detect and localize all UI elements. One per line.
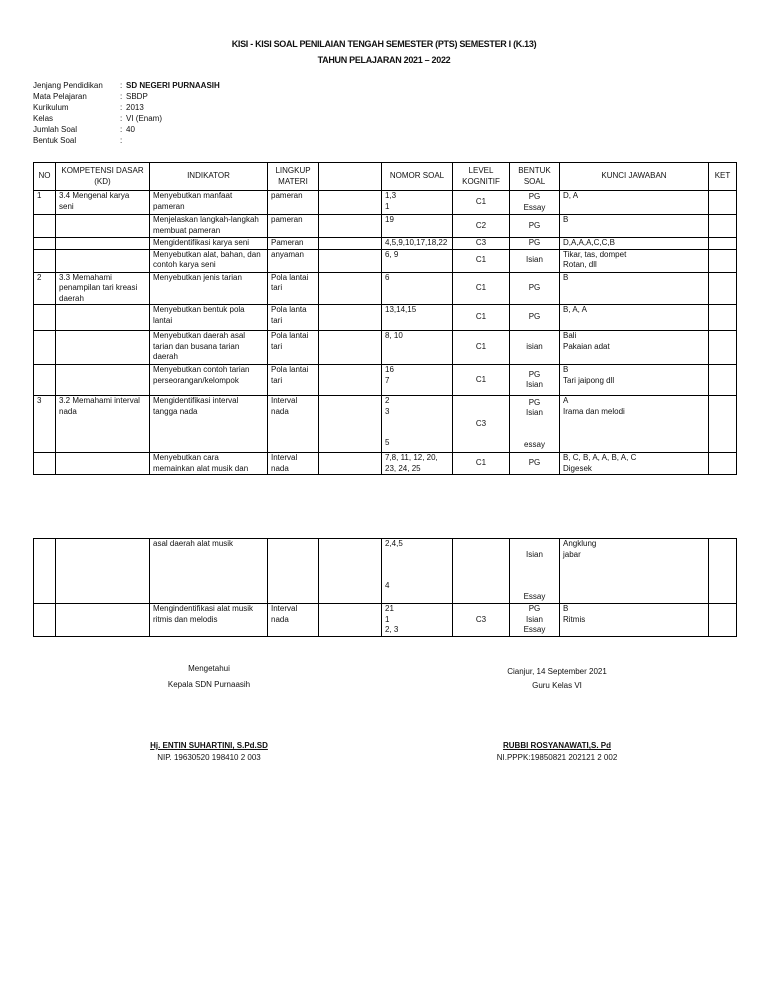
table-row bbox=[34, 249, 737, 272]
cell-bentuk-soal: isian bbox=[510, 331, 560, 365]
cell-kd bbox=[56, 539, 150, 604]
cell-bentuk-soal: PG Isian Essay bbox=[510, 604, 560, 637]
cell-indikator: Menyebutkan daerah asal tarian dan busana tarian daerah bbox=[150, 331, 268, 365]
cell-nomor-soal: 16 7 bbox=[382, 365, 453, 396]
cell-bentuk-soal: PG bbox=[510, 238, 560, 250]
table-row bbox=[34, 365, 737, 396]
info-row-jenjang bbox=[33, 80, 353, 91]
table-row bbox=[34, 305, 737, 331]
cell-kd bbox=[56, 215, 150, 238]
principal-title: Kepala SDN Purnaasih bbox=[167, 680, 251, 689]
cell-ket bbox=[709, 249, 737, 272]
cell-no bbox=[34, 604, 56, 637]
header-cell-kd: KOMPETENSI DASAR (KD) bbox=[56, 163, 150, 191]
cell-lingkup-materi: Pameran bbox=[268, 238, 319, 250]
info-row-kurikulum bbox=[33, 102, 353, 113]
cell-lingkup-materi: Pola lantai tari bbox=[268, 365, 319, 396]
cell-ket bbox=[709, 191, 737, 215]
cell-ket bbox=[709, 238, 737, 250]
cell-indikator: Menyebutkan jenis tarian bbox=[150, 272, 268, 305]
cell-lingkup-materi: pameran bbox=[268, 191, 319, 215]
header-cell-ket: KET bbox=[709, 163, 737, 191]
table-row bbox=[34, 215, 737, 238]
cell-blank bbox=[319, 215, 382, 238]
cell-indikator: Mengindentifikasi alat musik ritmis dan melodis bbox=[150, 604, 268, 637]
cell-nomor-soal: 19 bbox=[382, 215, 453, 238]
cell-blank bbox=[319, 331, 382, 365]
cell-kd bbox=[56, 453, 150, 475]
cell-kunci-jawaban: B Tari jaipong dll bbox=[560, 365, 709, 396]
cell-nomor-soal: 2,4,5 4 bbox=[382, 539, 453, 604]
cell-lingkup-materi: Pola lantai tari bbox=[268, 331, 319, 365]
info-separator: : bbox=[120, 114, 123, 123]
cell-bentuk-soal: PG Isian essay bbox=[510, 396, 560, 453]
cell-bentuk-soal: PG bbox=[510, 453, 560, 475]
header-cell-blank bbox=[319, 163, 382, 191]
cell-kd bbox=[56, 238, 150, 250]
cell-blank bbox=[319, 539, 382, 604]
cell-ket bbox=[709, 305, 737, 331]
info-label: Kelas bbox=[33, 114, 54, 123]
cell-lingkup-materi: Interval nada bbox=[268, 453, 319, 475]
cell-nomor-soal: 8, 10 bbox=[382, 331, 453, 365]
cell-no: 1 bbox=[34, 191, 56, 215]
teacher-title: Guru Kelas VI bbox=[532, 681, 582, 690]
header-cell-lingkup-materi: LINGKUP MATERI bbox=[268, 163, 319, 191]
grid-table bbox=[33, 162, 737, 475]
cell-bentuk-soal: PG bbox=[510, 305, 560, 331]
cell-kd bbox=[56, 365, 150, 396]
cell-ket bbox=[709, 215, 737, 238]
cell-kunci-jawaban: B Ritmis bbox=[560, 604, 709, 637]
table-row bbox=[34, 272, 737, 305]
info-value: 2013 bbox=[126, 103, 144, 112]
cell-kd: 3.3 Memahami penampilan tari kreasi daerah bbox=[56, 272, 150, 305]
table-row bbox=[34, 238, 737, 250]
info-separator: : bbox=[120, 81, 123, 90]
cell-no bbox=[34, 453, 56, 475]
cell-level-kognitif: C1 bbox=[453, 305, 510, 331]
cell-no bbox=[34, 215, 56, 238]
cell-lingkup-materi: Pola lanta tari bbox=[268, 305, 319, 331]
page-title: KISI - KISI SOAL PENILAIAN TENGAH SEMESTER (PTS) SEMESTER I (K.13) bbox=[231, 39, 537, 49]
cell-kunci-jawaban: A Irama dan melodi bbox=[560, 396, 709, 453]
info-value: 40 bbox=[126, 125, 135, 134]
cell-nomor-soal: 6, 9 bbox=[382, 249, 453, 272]
header-cell-kunci-jawaban: KUNCI JAWABAN bbox=[560, 163, 709, 191]
info-block bbox=[33, 80, 353, 146]
cell-indikator: Menyebutkan manfaat pameran bbox=[150, 191, 268, 215]
cell-no: 3 bbox=[34, 396, 56, 453]
info-label: Jenjang Pendidikan bbox=[33, 81, 103, 90]
cell-blank bbox=[319, 365, 382, 396]
cell-kd bbox=[56, 305, 150, 331]
cell-ket bbox=[709, 453, 737, 475]
cell-ket bbox=[709, 331, 737, 365]
cell-kd: 3.2 Memahami interval nada bbox=[56, 396, 150, 453]
info-row-mapel bbox=[33, 91, 353, 102]
header-cell-bentuk-soal: BENTUK SOAL bbox=[510, 163, 560, 191]
cell-blank bbox=[319, 191, 382, 215]
cell-kunci-jawaban: D, A bbox=[560, 191, 709, 215]
cell-indikator: Menyebutkan cara memainkan alat musik dan bbox=[150, 453, 268, 475]
cell-level-kognitif: C1 bbox=[453, 331, 510, 365]
principal-nip: NIP. 19630520 198410 2 003 bbox=[157, 753, 261, 762]
grid-table-continued bbox=[33, 538, 737, 637]
info-value: VI (Enam) bbox=[126, 114, 163, 123]
cell-blank bbox=[319, 396, 382, 453]
cell-lingkup-materi: Interval nada bbox=[268, 396, 319, 453]
cell-no bbox=[34, 249, 56, 272]
cell-level-kognitif: C1 bbox=[453, 453, 510, 475]
info-row-jumlah-soal bbox=[33, 124, 353, 135]
cell-indikator: Menjelaskan langkah-langkah membuat pameran bbox=[150, 215, 268, 238]
info-value: SD NEGERI PURNAASIH bbox=[126, 81, 220, 90]
table-row bbox=[34, 331, 737, 365]
cell-nomor-soal: 7,8, 11, 12, 20, 23, 24, 25 bbox=[382, 453, 453, 475]
cell-level-kognitif bbox=[453, 539, 510, 604]
cell-level-kognitif: C1 bbox=[453, 272, 510, 305]
cell-ket bbox=[709, 539, 737, 604]
cell-indikator: Menyebutkan bentuk pola lantai bbox=[150, 305, 268, 331]
info-row-kelas bbox=[33, 113, 353, 124]
cell-kd bbox=[56, 604, 150, 637]
cell-lingkup-materi: anyaman bbox=[268, 249, 319, 272]
cell-kd bbox=[56, 331, 150, 365]
teacher-name: RUBBI ROSYANAWATI,S. Pd bbox=[502, 741, 611, 750]
header-cell-nomor-soal: NOMOR SOAL bbox=[382, 163, 453, 191]
cell-lingkup-materi bbox=[268, 539, 319, 604]
table-row bbox=[34, 539, 737, 604]
info-separator: : bbox=[120, 136, 123, 145]
info-row-bentuk-soal bbox=[33, 135, 353, 146]
cell-kd bbox=[56, 249, 150, 272]
cell-level-kognitif: C1 bbox=[453, 249, 510, 272]
header-cell-indikator: INDIKATOR bbox=[150, 163, 268, 191]
cell-bentuk-soal: Isian bbox=[510, 249, 560, 272]
cell-no bbox=[34, 238, 56, 250]
cell-indikator: Mengidentifikasi karya seni bbox=[150, 238, 268, 250]
cell-blank bbox=[319, 305, 382, 331]
cell-ket bbox=[709, 272, 737, 305]
info-label: Jumlah Soal bbox=[33, 125, 78, 134]
cell-level-kognitif: C2 bbox=[453, 215, 510, 238]
cell-bentuk-soal: PG bbox=[510, 272, 560, 305]
info-label: Mata Pelajaran bbox=[33, 92, 87, 101]
cell-bentuk-soal: PG bbox=[510, 215, 560, 238]
info-label: Bentuk Soal bbox=[33, 136, 77, 145]
cell-nomor-soal: 13,14,15 bbox=[382, 305, 453, 331]
cell-level-kognitif: C1 bbox=[453, 191, 510, 215]
cell-kunci-jawaban: Angklung jabar bbox=[560, 539, 709, 604]
cell-indikator: Menyebutkan alat, bahan, dan contoh karya seni bbox=[150, 249, 268, 272]
cell-nomor-soal: 4,5,9,10,17,18,22 bbox=[382, 238, 453, 250]
cell-level-kognitif: C3 bbox=[453, 604, 510, 637]
cell-nomor-soal: 6 bbox=[382, 272, 453, 305]
cell-no bbox=[34, 365, 56, 396]
table-row bbox=[34, 604, 737, 637]
cell-no bbox=[34, 331, 56, 365]
cell-no bbox=[34, 539, 56, 604]
cell-kunci-jawaban: B bbox=[560, 272, 709, 305]
cell-bentuk-soal: Isian Essay bbox=[510, 539, 560, 604]
header-cell-level-kognitif: LEVEL KOGNITIF bbox=[453, 163, 510, 191]
cell-ket bbox=[709, 604, 737, 637]
cell-ket bbox=[709, 365, 737, 396]
cell-kd: 3.4 Mengenal karya seni bbox=[56, 191, 150, 215]
teacher-nip: NI.PPPK:19850821 202121 2 002 bbox=[496, 753, 618, 762]
cell-nomor-soal: 1,3 1 bbox=[382, 191, 453, 215]
table-row bbox=[34, 191, 737, 215]
cell-nomor-soal: 21 1 2, 3 bbox=[382, 604, 453, 637]
cell-blank bbox=[319, 238, 382, 250]
cell-kunci-jawaban: B bbox=[560, 215, 709, 238]
cell-blank bbox=[319, 604, 382, 637]
cell-indikator: Mengidentifikasi interval tangga nada bbox=[150, 396, 268, 453]
cell-level-kognitif: C3 bbox=[453, 238, 510, 250]
cell-kunci-jawaban: D,A,A,A,C,C,B bbox=[560, 238, 709, 250]
cell-blank bbox=[319, 453, 382, 475]
table-header-row bbox=[34, 163, 737, 191]
cell-blank bbox=[319, 249, 382, 272]
table-row bbox=[34, 453, 737, 475]
header-cell-no: NO bbox=[34, 163, 56, 191]
cell-bentuk-soal: PG Essay bbox=[510, 191, 560, 215]
info-separator: : bbox=[120, 125, 123, 134]
cell-kunci-jawaban: Tikar, tas, dompet Rotan, dll bbox=[560, 249, 709, 272]
info-separator: : bbox=[120, 103, 123, 112]
cell-lingkup-materi: Interval nada bbox=[268, 604, 319, 637]
cell-ket bbox=[709, 396, 737, 453]
page-subtitle: TAHUN PELAJARAN 2021 – 2022 bbox=[317, 55, 451, 65]
table-row bbox=[34, 396, 737, 453]
cell-bentuk-soal: PG Isian bbox=[510, 365, 560, 396]
date-location: Cianjur, 14 September 2021 bbox=[507, 667, 607, 676]
cell-lingkup-materi: pameran bbox=[268, 215, 319, 238]
info-separator: : bbox=[120, 92, 123, 101]
cell-no: 2 bbox=[34, 272, 56, 305]
cell-no bbox=[34, 305, 56, 331]
approval-label: Mengetahui bbox=[188, 664, 230, 673]
cell-nomor-soal: 2 3 5 bbox=[382, 396, 453, 453]
cell-level-kognitif: C3 bbox=[453, 396, 510, 453]
cell-lingkup-materi: Pola lantai tari bbox=[268, 272, 319, 305]
info-label: Kurikulum bbox=[33, 103, 69, 112]
info-value: SBDP bbox=[126, 92, 148, 101]
cell-kunci-jawaban: Bali Pakaian adat bbox=[560, 331, 709, 365]
cell-blank bbox=[319, 272, 382, 305]
principal-name: Hj. ENTIN SUHARTINI, S.Pd.SD bbox=[150, 741, 268, 750]
cell-kunci-jawaban: B, A, A bbox=[560, 305, 709, 331]
cell-indikator: Menyebutkan contoh tarian perseorangan/kelompok bbox=[150, 365, 268, 396]
cell-kunci-jawaban: B, C, B, A, A, B, A, C Digesek bbox=[560, 453, 709, 475]
cell-level-kognitif: C1 bbox=[453, 365, 510, 396]
cell-indikator: asal daerah alat musik bbox=[150, 539, 268, 604]
